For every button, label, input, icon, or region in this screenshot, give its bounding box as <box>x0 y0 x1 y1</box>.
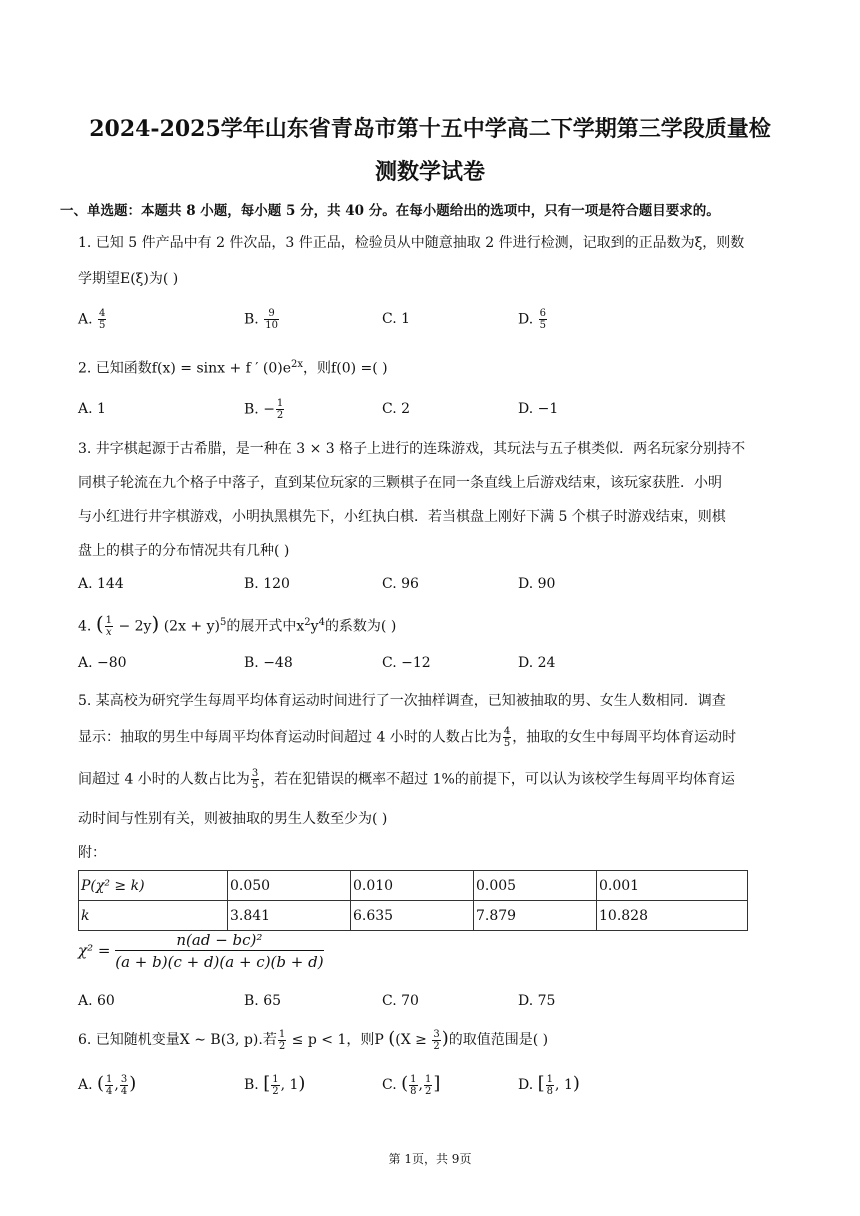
q2-option-d: D. −1 <box>518 401 559 417</box>
q1-line2: 学期望E(ξ)为( ) <box>78 271 179 287</box>
q5-line2: 显示：抽取的男生中每周平均体育运动时间超过 4 小时的人数占比为 $\frac{4}{5}$ ，抽取的女生中每周平均体育运动时 <box>78 726 737 749</box>
q5-line4: 动时间与性别有关，则被抽取的男生人数至少为( ) <box>78 811 388 827</box>
q4-option-a: A. −80 <box>78 655 127 671</box>
table-cell: 0.050 <box>228 871 351 901</box>
table-row <box>79 901 748 931</box>
q5-option-b: B. 65 <box>244 993 282 1009</box>
q2-option-a: A. 1 <box>78 401 106 417</box>
table-cell: k <box>79 901 228 931</box>
table-cell: 6.635 <box>351 901 474 931</box>
q4-option-d: D. 24 <box>518 655 556 671</box>
q6-stem: 6. 已知随机变量X ∼ B(3, p).若 $\frac{1}{2}$ ≤ p < 1，则P ((X ≥ $\frac{3}{2}$ )的取值范围是( ) <box>78 1028 549 1052</box>
q3-option-b: B. 120 <box>244 576 290 592</box>
chi-square-critical-value-table <box>78 870 748 931</box>
table-cell: P(χ² ≥ k) <box>79 871 228 901</box>
chi-square-formula: χ² = $\frac{\text{n(ad − bc)²}}{(a + b)(c + d)(a + c)(b + d)}$ <box>78 931 324 971</box>
q5-option-c: C. 70 <box>382 993 419 1009</box>
q4-option-c: C. −12 <box>382 655 431 671</box>
q5-line3: 间超过 4 小时的人数占比为 $\frac{3}{5}$ ，若在犯错误的概率不超过 1%的前提下，可以认为该校学生每周平均体育运 <box>78 768 735 791</box>
q5-option-a: A. 60 <box>78 993 115 1009</box>
q6-option-d: D. [ $\frac{1}{8}$ , 1) <box>518 1073 580 1097</box>
q4-option-b: B. −48 <box>244 655 293 671</box>
q5-line1: 5. 某高校为研究学生每周平均体育运动时间进行了一次抽样调查，已知被抽取的男、女生人数相同．调查 <box>78 693 726 709</box>
q3-line4: 盘上的棋子的分布情况共有几种( ) <box>78 543 290 559</box>
q1-option-b: B. $\frac{9}{10}$ <box>244 308 278 331</box>
q2-stem: 2. 已知函数f(x) = sinx + f ′ $(0)e^{2x}$，则f(0) =( ) <box>78 359 388 377</box>
q5-appendix-label: 附： <box>78 845 106 861</box>
q2-option-c: C. 2 <box>382 401 411 417</box>
q3-line1: 3. 井字棋起源于古希腊，是一种在 3 × 3 格子上进行的连珠游戏，其玩法与五子棋类似．两名玩家分别持不 <box>78 441 746 457</box>
exam-title-line1: 2024-2025学年山东省青岛市第十五中学高二下学期第三学段质量检 <box>89 116 771 142</box>
q3-option-d: D. 90 <box>518 576 556 592</box>
q1-option-d: D. $\frac{6}{5}$ <box>518 308 547 331</box>
q3-line2: 同棋子轮流在九个格子中落子，直到某位玩家的三颗棋子在同一条直线上后游戏结束，该玩家获胜．小明 <box>78 475 722 491</box>
q1-line1: 1. 已知 5 件产品中有 2 件次品，3 件正品，检验员从中随意抽取 2 件进行检测，记取到的正品数为ξ，则数 <box>78 235 745 251</box>
q1-option-a: A. $\frac{4}{5}$ <box>78 308 106 331</box>
table-cell: 0.005 <box>474 871 597 901</box>
q5-option-d: D. 75 <box>518 993 556 1009</box>
table-cell: 0.010 <box>351 871 474 901</box>
q3-line3: 与小红进行井字棋游戏，小明执黑棋先下，小红执白棋．若当棋盘上刚好下满 5 个棋子时游戏结束，则棋 <box>78 509 726 525</box>
q2-option-b: B. − $\frac{1}{2}$ <box>244 398 284 421</box>
table-cell: 3.841 <box>228 901 351 931</box>
q3-option-c: C. 96 <box>382 576 419 592</box>
q1-option-c: C. 1 <box>382 311 411 327</box>
q6-option-b: B. [ $\frac{1}{2}$ , 1) <box>244 1073 306 1097</box>
table-cell: 7.879 <box>474 901 597 931</box>
table-row <box>79 871 748 901</box>
q6-option-c: C. ( $\frac{1}{8}$ , $\frac{1}{2}$ ] <box>382 1073 441 1097</box>
page-footer: 第 1页，共 9页 <box>388 1152 472 1166</box>
q4-stem: 4. ( $\frac{1}{x}$ − 2y) $(2x + y)^5$的展开式中$x^2y^4$的系数为( ) <box>78 611 397 639</box>
q3-option-a: A. 144 <box>78 576 124 592</box>
section-heading: 一、单选题：本题共 8 小题，每小题 5 分，共 40 分。在每小题给出的选项中，只有一项是符合题目要求的。 <box>60 203 720 219</box>
table-cell: 10.828 <box>597 901 748 931</box>
q6-option-a: A. ( $\frac{1}{4}$ , $\frac{3}{4}$ ) <box>78 1073 137 1097</box>
exam-title-line2: 测数学试卷 <box>374 159 485 185</box>
table-cell: 0.001 <box>597 871 748 901</box>
